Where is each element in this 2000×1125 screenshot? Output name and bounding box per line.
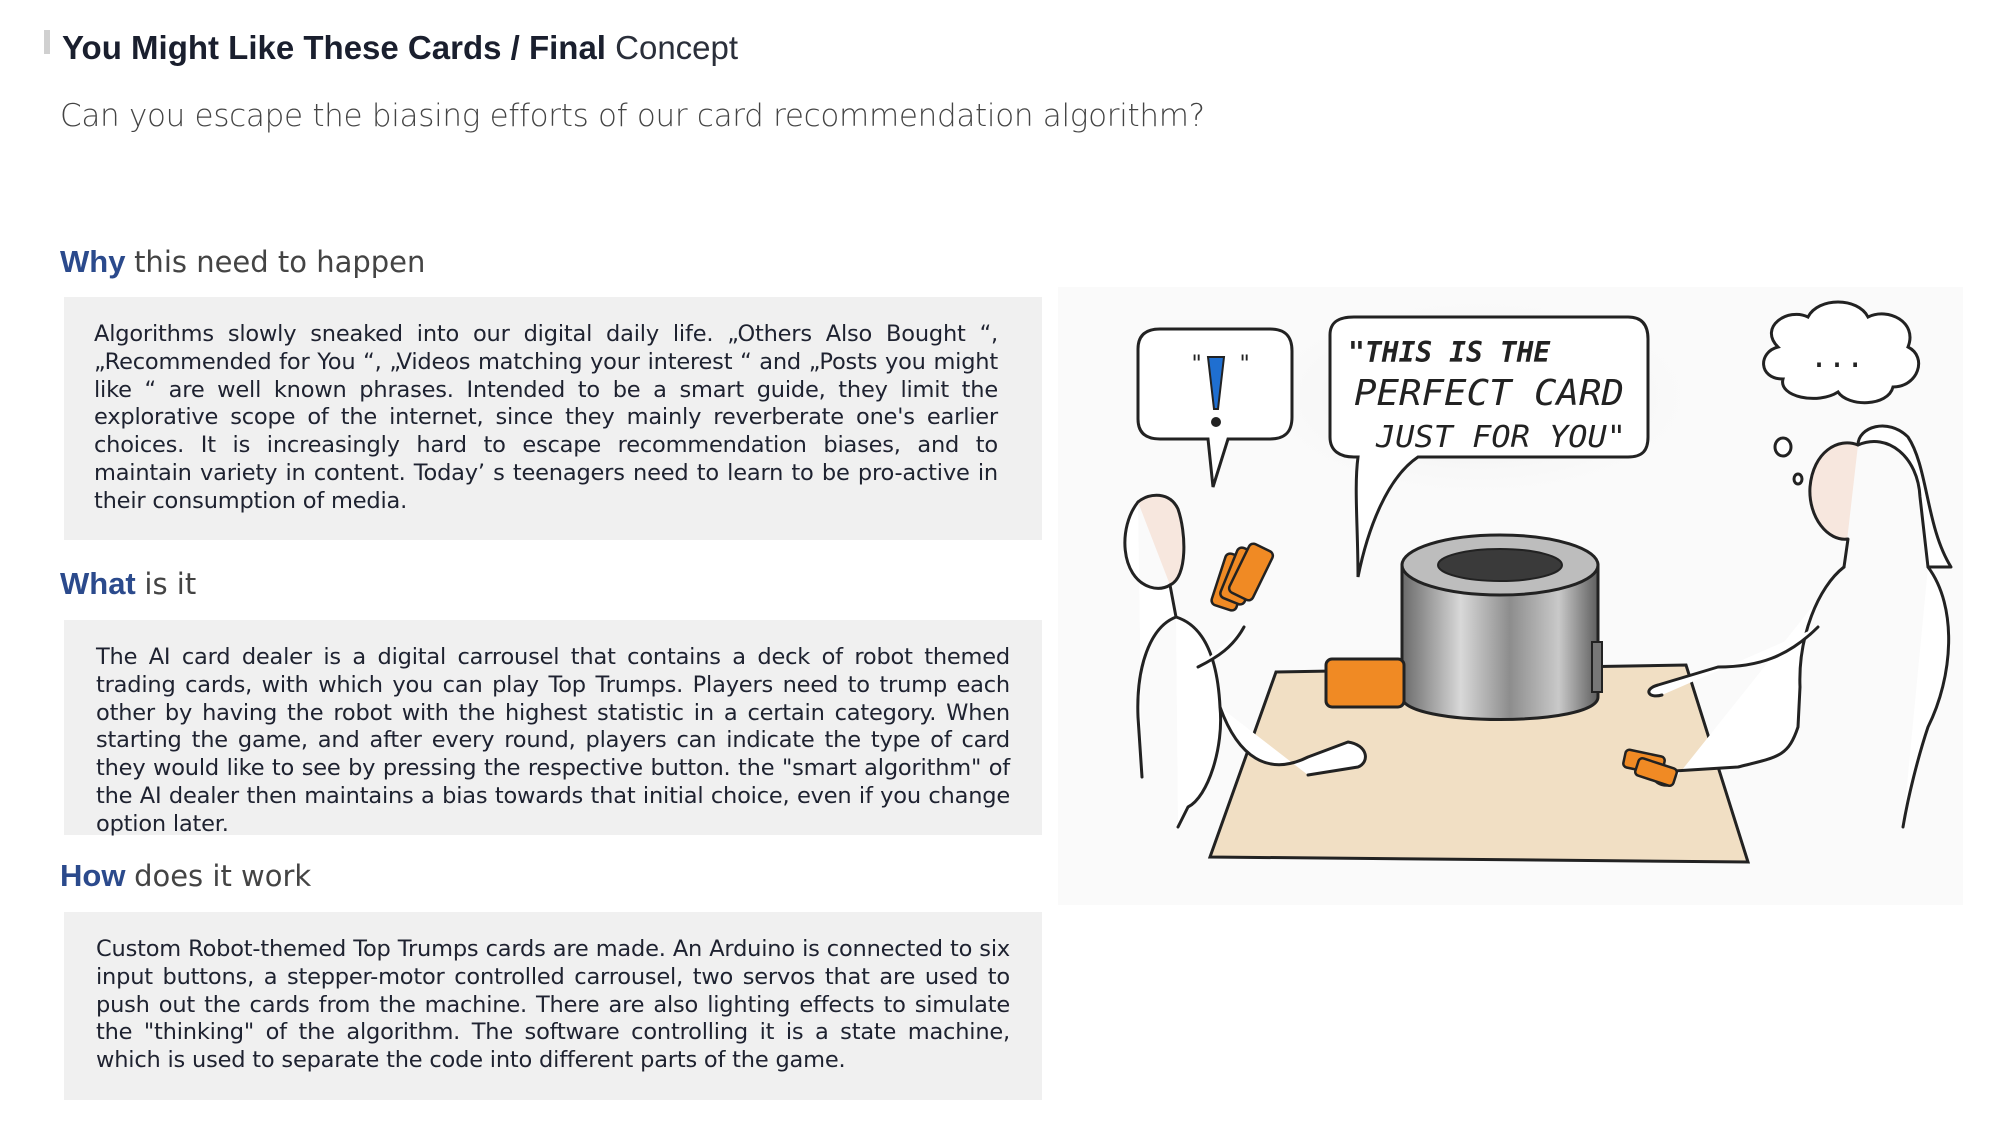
bubble-center-line1: "THIS IS THE (1348, 336, 1551, 369)
section-keyword: What (60, 566, 136, 601)
section-keyword: How (60, 858, 126, 893)
section-box-why (64, 297, 1042, 540)
left-speech-bubble (1138, 329, 1292, 487)
page-title-bold: You Might Like These Cards / Final (62, 29, 606, 66)
section-heading-rest: does it work (134, 859, 312, 893)
section-heading-what (60, 564, 196, 604)
concept-sketch-illustration (1058, 287, 1963, 905)
section-box-how (64, 912, 1042, 1100)
page-subtitle: Can you escape the biasing efforts of our card recommendation algorithm? (60, 98, 1205, 134)
bubble-center-line3: JUST FOR YOU" (1374, 420, 1626, 455)
section-box-what (64, 620, 1042, 835)
svg-text:": " (1238, 352, 1252, 377)
bubble-left-quote: " (1190, 352, 1204, 377)
thought-bubble-dots: ... (1810, 340, 1865, 375)
title-accent-bar (44, 30, 50, 54)
bubble-center-line2: PERFECT CARD (1354, 373, 1624, 414)
section-keyword: Why (60, 244, 126, 279)
left-player-cards (1210, 542, 1274, 612)
section-heading-rest: this need to happen (134, 245, 426, 279)
section-body: Algorithms slowly sneaked into our digital daily life. „Others Also Bought “, „Recommended for You “, „Videos matching your interest “ and „Posts you might like “ are well known phrases. Intended to be a smart guide, they limit the explorative scope of the internet, since they mainly reverberate one's earlier choices. It is increasingly hard to escape recommendation biases, and to maintain variety in content. Today’ s teenagers need to learn to be pro-active in their consumption of media. (94, 321, 998, 514)
page-title-light: Concept (615, 29, 739, 66)
card-dealer-machine (1402, 535, 1602, 720)
section-heading-why (60, 242, 425, 282)
section-heading-rest: is it (144, 567, 197, 601)
section-body: The AI card dealer is a digital carrousel that contains a deck of robot themed trading cards, with which you can play Top Trumps. Players need to trump each other by having the robot with the highest statistic in a certain category. When starting the game, and after every round, players can indicate the type of card they would like to see by pressing the respective button. the "smart algorithm" of the AI dealer then maintains a bias towards that initial choice, even if you change option later. (96, 644, 1010, 837)
section-heading-how (60, 856, 311, 896)
page-title (62, 26, 738, 70)
dispensed-card (1326, 659, 1404, 707)
right-player (1649, 426, 1951, 827)
section-body: Custom Robot-themed Top Trumps cards are made. An Arduino is connected to six input buttons, a stepper-motor controlled carrousel, two servos that are used to push out the cards from the machine. There are also lighting effects to simulate the "thinking" of the algorithm. The software controlling it is a state machine, which is used to separate the code into different parts of the game. (96, 936, 1010, 1074)
